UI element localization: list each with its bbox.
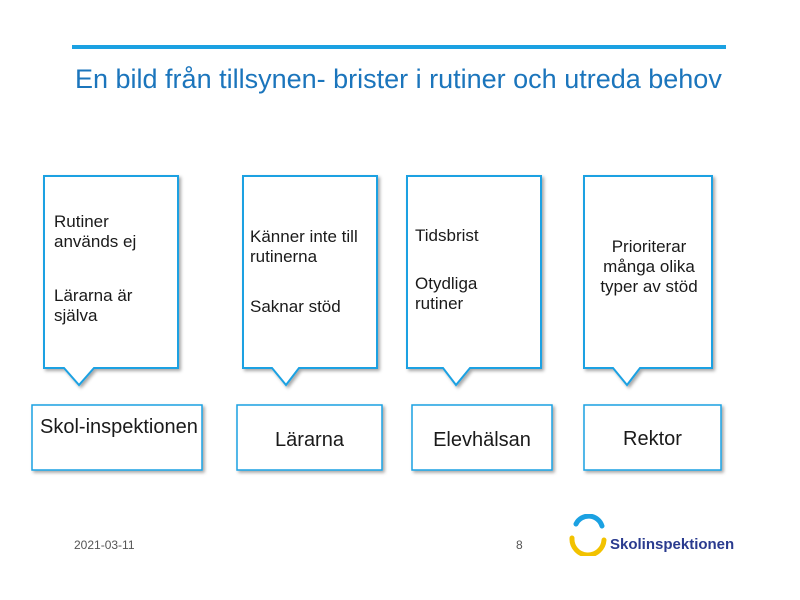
actor-label-4: Rektor — [623, 428, 682, 450]
problem-3b: Otydliga rutiner — [415, 274, 478, 313]
skolinspektionen-logo-icon — [568, 514, 610, 556]
callout-box-2 — [243, 176, 377, 385]
actor-label-3: Elevhälsan — [433, 429, 531, 451]
problem-3a: Tidsbrist — [415, 226, 479, 245]
problem-2b: Saknar stöd — [250, 297, 341, 316]
problem-4a: Prioriterar många olika typer av stöd — [600, 237, 698, 296]
slide-date: 2021-03-11 — [74, 538, 135, 552]
problem-1b: Lärarna är själva — [54, 286, 133, 325]
problem-1a: Rutiner används ej — [54, 212, 137, 251]
logo-text: Skolinspektionen — [610, 536, 735, 553]
actor-label-2: Lärarna — [275, 429, 344, 451]
slide-title: En bild från tillsynen- brister i rutiner och utreda behov — [75, 64, 722, 94]
page-number: 8 — [516, 538, 523, 552]
skolinspektionen-logo — [568, 512, 738, 562]
callout-box-1 — [44, 176, 178, 385]
problem-2a: Känner inte till rutinerna — [250, 227, 358, 266]
actor-label-1: Skol-inspektionen — [40, 416, 198, 438]
